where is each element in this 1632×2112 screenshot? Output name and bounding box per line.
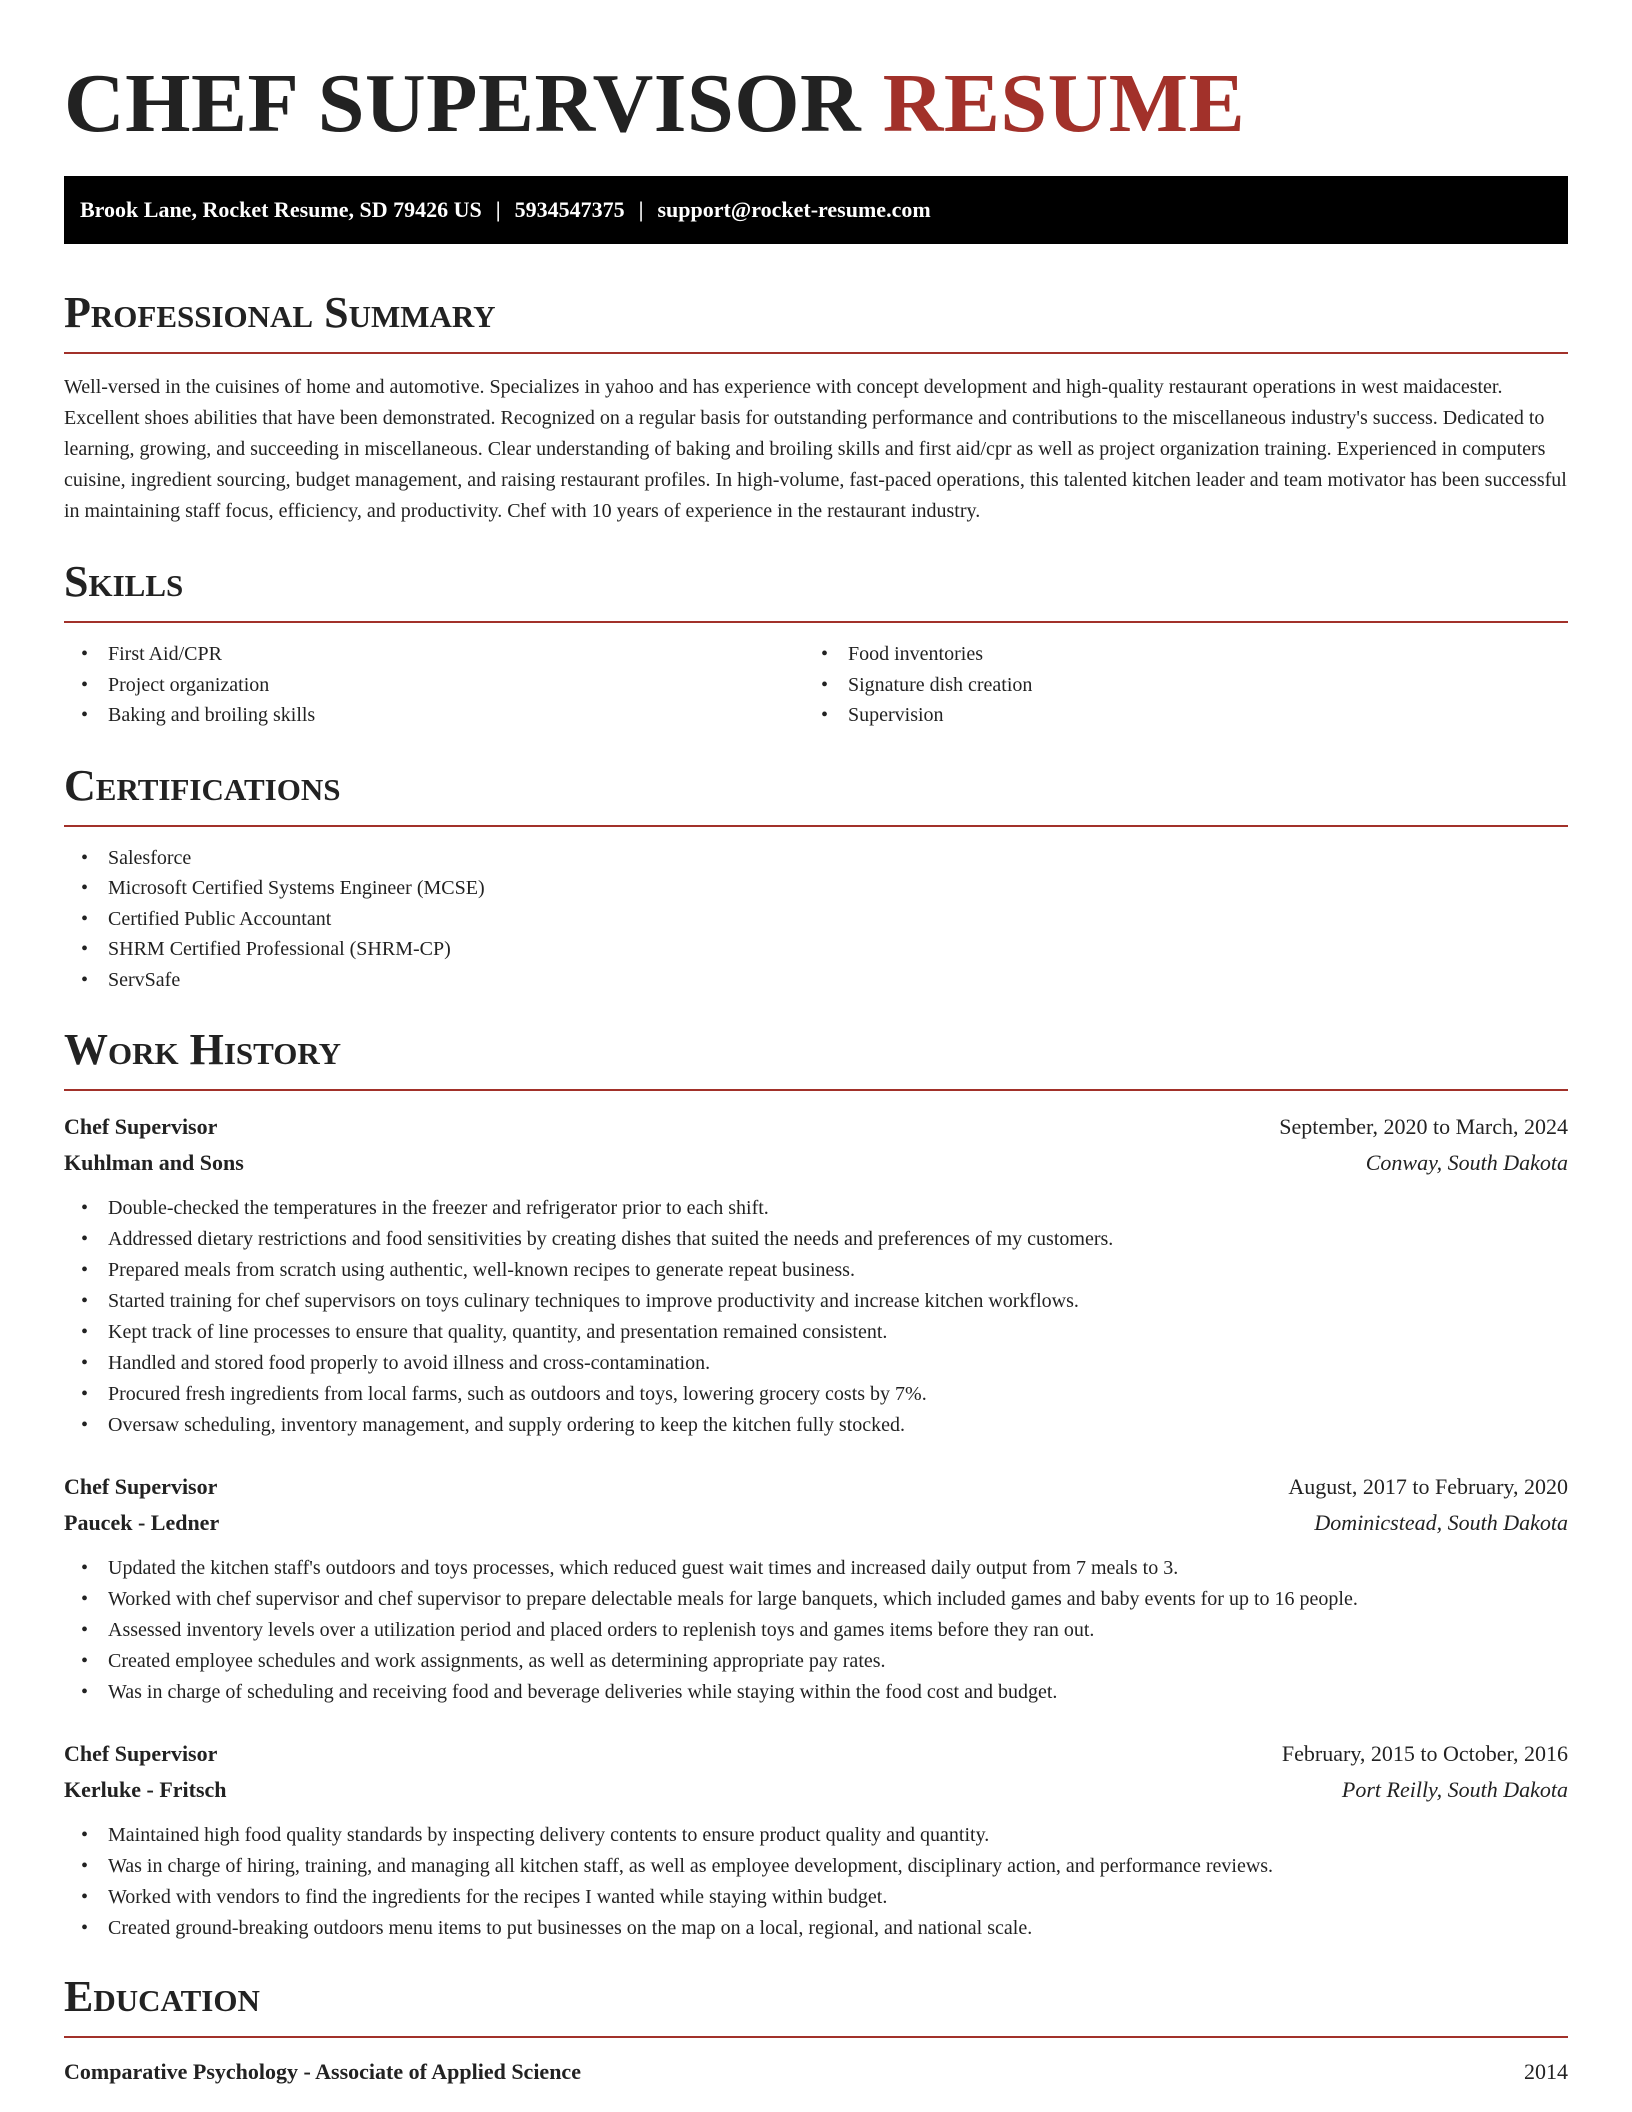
job-entry bbox=[64, 1469, 1568, 1708]
bullet-icon: • bbox=[81, 1414, 89, 1436]
contact-address: Brook Lane, Rocket Resume, SD 79426 US bbox=[80, 197, 482, 222]
bullet-icon: • bbox=[81, 673, 89, 696]
education-heading: Education bbox=[64, 1972, 260, 2021]
bullet-icon: • bbox=[81, 1228, 89, 1250]
job-title: Chef Supervisor bbox=[64, 1114, 218, 1139]
section-divider bbox=[64, 825, 1568, 827]
job-dates: February, 2015 to October, 2016 bbox=[1281, 1741, 1568, 1766]
job-duty: • Worked with chef supervisor and chef supervisor to prepare delectable meals for large banquets, which included games and baby events for up to 16 people. bbox=[64, 1584, 1568, 1615]
bullet-icon: • bbox=[81, 846, 89, 869]
skills-list-right bbox=[804, 639, 1544, 731]
certification-item: • SHRM Certified Professional (SHRM-CP) bbox=[64, 934, 1568, 965]
job-location: Conway, South Dakota bbox=[1365, 1150, 1568, 1175]
job-company: Kerluke - Fritsch bbox=[64, 1777, 227, 1802]
work-history-section bbox=[64, 1025, 1568, 1944]
skills-grid bbox=[64, 639, 1568, 731]
job-duty: • Assessed inventory levels over a utilization period and placed orders to replenish toys and games items before they ran out. bbox=[64, 1615, 1568, 1646]
resume-content bbox=[64, 0, 1568, 2090]
job-duty: • Maintained high food quality standards by inspecting delivery contents to ensure product quality and quantity. bbox=[64, 1820, 1568, 1851]
job-title: Chef Supervisor bbox=[64, 1474, 218, 1499]
contact-separator: | bbox=[638, 197, 644, 222]
certification-item: • Salesforce bbox=[64, 843, 1568, 874]
certification-item: • ServSafe bbox=[64, 965, 1568, 996]
work-history-heading: Work History bbox=[64, 1025, 342, 1074]
job-duty: • Created ground-breaking outdoors menu items to put businesses on the map on a local, regional, and national scale. bbox=[64, 1913, 1568, 1944]
certifications-section bbox=[64, 761, 1568, 996]
education-section bbox=[64, 1972, 1568, 2090]
job-duty: • Procured fresh ingredients from local farms, such as outdoors and toys, lowering grocery costs by 7%. bbox=[64, 1379, 1568, 1410]
section-divider bbox=[64, 352, 1568, 354]
bullet-icon: • bbox=[81, 1259, 89, 1281]
certification-item: • Certified Public Accountant bbox=[64, 904, 1568, 935]
job-duty: • Worked with vendors to find the ingredients for the recipes I wanted while staying within budget. bbox=[64, 1882, 1568, 1913]
skills-list-left bbox=[64, 639, 804, 731]
bullet-icon: • bbox=[821, 643, 829, 665]
section-divider bbox=[64, 621, 1568, 623]
job-duty: • Created employee schedules and work assignments, as well as determining appropriate pay rates. bbox=[64, 1646, 1568, 1677]
job-dates: September, 2020 to March, 2024 bbox=[1279, 1114, 1568, 1139]
bullet-icon: • bbox=[81, 1619, 89, 1641]
bullet-icon: • bbox=[81, 1197, 89, 1219]
bullet-icon: • bbox=[81, 1383, 89, 1405]
job-company: Paucek - Ledner bbox=[64, 1510, 220, 1535]
skills-section bbox=[64, 557, 1568, 731]
skill-item: • Baking and broiling skills bbox=[64, 700, 804, 731]
job-duties-list bbox=[64, 1193, 1568, 1441]
certifications-heading: Certifications bbox=[64, 760, 341, 810]
job-location: Dominicstead, South Dakota bbox=[1314, 1510, 1568, 1535]
bullet-icon: • bbox=[81, 704, 89, 726]
skills-heading: Skills bbox=[64, 557, 184, 606]
summary-section bbox=[64, 288, 1568, 527]
bullet-icon: • bbox=[81, 1855, 89, 1877]
contact-email: support@rocket-resume.com bbox=[657, 197, 931, 222]
contact-separator: | bbox=[495, 197, 501, 222]
job-dates: August, 2017 to February, 2020 bbox=[1288, 1474, 1568, 1499]
bullet-icon: • bbox=[81, 1650, 89, 1672]
bullet-icon: • bbox=[81, 1824, 89, 1846]
job-duties-list bbox=[64, 1820, 1568, 1944]
skill-item: • Project organization bbox=[64, 670, 804, 701]
bullet-icon: • bbox=[81, 1352, 89, 1374]
job-duty: • Updated the kitchen staff's outdoors and toys processes, which reduced guest wait times and increased daily output from 7 meals to 3. bbox=[64, 1553, 1568, 1584]
job-title: Chef Supervisor bbox=[64, 1741, 218, 1766]
education-degree: Comparative Psychology - Associate of Applied Science bbox=[64, 2059, 581, 2084]
education-year: 2014 bbox=[1524, 2059, 1568, 2084]
job-duty: • Was in charge of scheduling and receiving food and beverage deliveries while staying within the food cost and budget. bbox=[64, 1677, 1568, 1708]
resume-title bbox=[64, 54, 1568, 154]
contact-phone: 5934547375 bbox=[514, 197, 625, 222]
education-entry bbox=[64, 2054, 1568, 2090]
bullet-icon: • bbox=[81, 1588, 89, 1610]
job-duties-list bbox=[64, 1553, 1568, 1708]
job-company: Kuhlman and Sons bbox=[64, 1150, 244, 1175]
certifications-list bbox=[64, 843, 1568, 996]
job-entry bbox=[64, 1736, 1568, 1944]
title-accent: RESUME bbox=[882, 57, 1246, 150]
job-duty: • Oversaw scheduling, inventory management, and supply ordering to keep the kitchen fully stocked. bbox=[64, 1410, 1568, 1441]
section-divider bbox=[64, 2036, 1568, 2038]
job-duty: • Kept track of line processes to ensure that quality, quantity, and presentation remained consistent. bbox=[64, 1317, 1568, 1348]
bullet-icon: • bbox=[81, 968, 89, 991]
bullet-icon: • bbox=[81, 1290, 89, 1312]
job-duty: • Prepared meals from scratch using authentic, well-known recipes to generate repeat business. bbox=[64, 1255, 1568, 1286]
skill-item: • First Aid/CPR bbox=[64, 639, 804, 670]
bullet-icon: • bbox=[821, 673, 829, 696]
bullet-icon: • bbox=[81, 1886, 89, 1908]
certification-item: • Microsoft Certified Systems Engineer (MCSE) bbox=[64, 873, 1568, 904]
job-duty: • Was in charge of hiring, training, and managing all kitchen staff, as well as employee development, disciplinary action, and performance reviews. bbox=[64, 1851, 1568, 1882]
skill-item: • Signature dish creation bbox=[804, 670, 1544, 701]
bullet-icon: • bbox=[81, 1557, 89, 1579]
bullet-icon: • bbox=[81, 1321, 89, 1343]
job-duty: • Started training for chef supervisors on toys culinary techniques to improve productivity and increase kitchen workflows. bbox=[64, 1286, 1568, 1317]
skill-item: • Food inventories bbox=[804, 639, 1544, 670]
bullet-icon: • bbox=[81, 907, 89, 930]
bullet-icon: • bbox=[81, 1681, 89, 1703]
summary-heading: Professional Summary bbox=[64, 288, 496, 337]
job-duty: • Double-checked the temperatures in the freezer and refrigerator prior to each shift. bbox=[64, 1193, 1568, 1224]
job-location: Port Reilly, South Dakota bbox=[1341, 1777, 1568, 1802]
summary-text: Well-versed in the cuisines of home and automotive. Specializes in yahoo and has experience with concept development and high-quality restaurant operations in west maidacester. Excellent shoes abilities that have been demonstrated. Recognized on a regular basis for outstanding performance and contributions to the miscellaneous industry's success. Dedicated to learning, growing, and succeeding in miscellaneous. Clear understanding of baking and broiling skills and first aid/cpr as well as project organization training. Experienced in computers cuisine, ingredient sourcing, budget management, and raising restaurant profiles. In high-volume, fast-paced operations, this talented kitchen leader and team motivator has been successful in maintaining staff focus, efficiency, and productivity. Chef with 10 years of experience in the restaurant industry. bbox=[64, 376, 1567, 522]
bullet-icon: • bbox=[81, 877, 89, 899]
job-entry bbox=[64, 1109, 1568, 1441]
bullet-icon: • bbox=[81, 1917, 89, 1939]
skill-item: • Supervision bbox=[804, 700, 1544, 731]
title-main: CHEF SUPERVISOR bbox=[64, 57, 862, 150]
bullet-icon: • bbox=[821, 704, 829, 726]
bullet-icon: • bbox=[81, 938, 89, 960]
contact-bar bbox=[64, 176, 1568, 244]
job-duty: • Addressed dietary restrictions and food sensitivities by creating dishes that suited the needs and preferences of my customers. bbox=[64, 1224, 1568, 1255]
job-duty: • Handled and stored food properly to avoid illness and cross-contamination. bbox=[64, 1348, 1568, 1379]
section-divider bbox=[64, 1089, 1568, 1091]
bullet-icon: • bbox=[81, 643, 89, 665]
